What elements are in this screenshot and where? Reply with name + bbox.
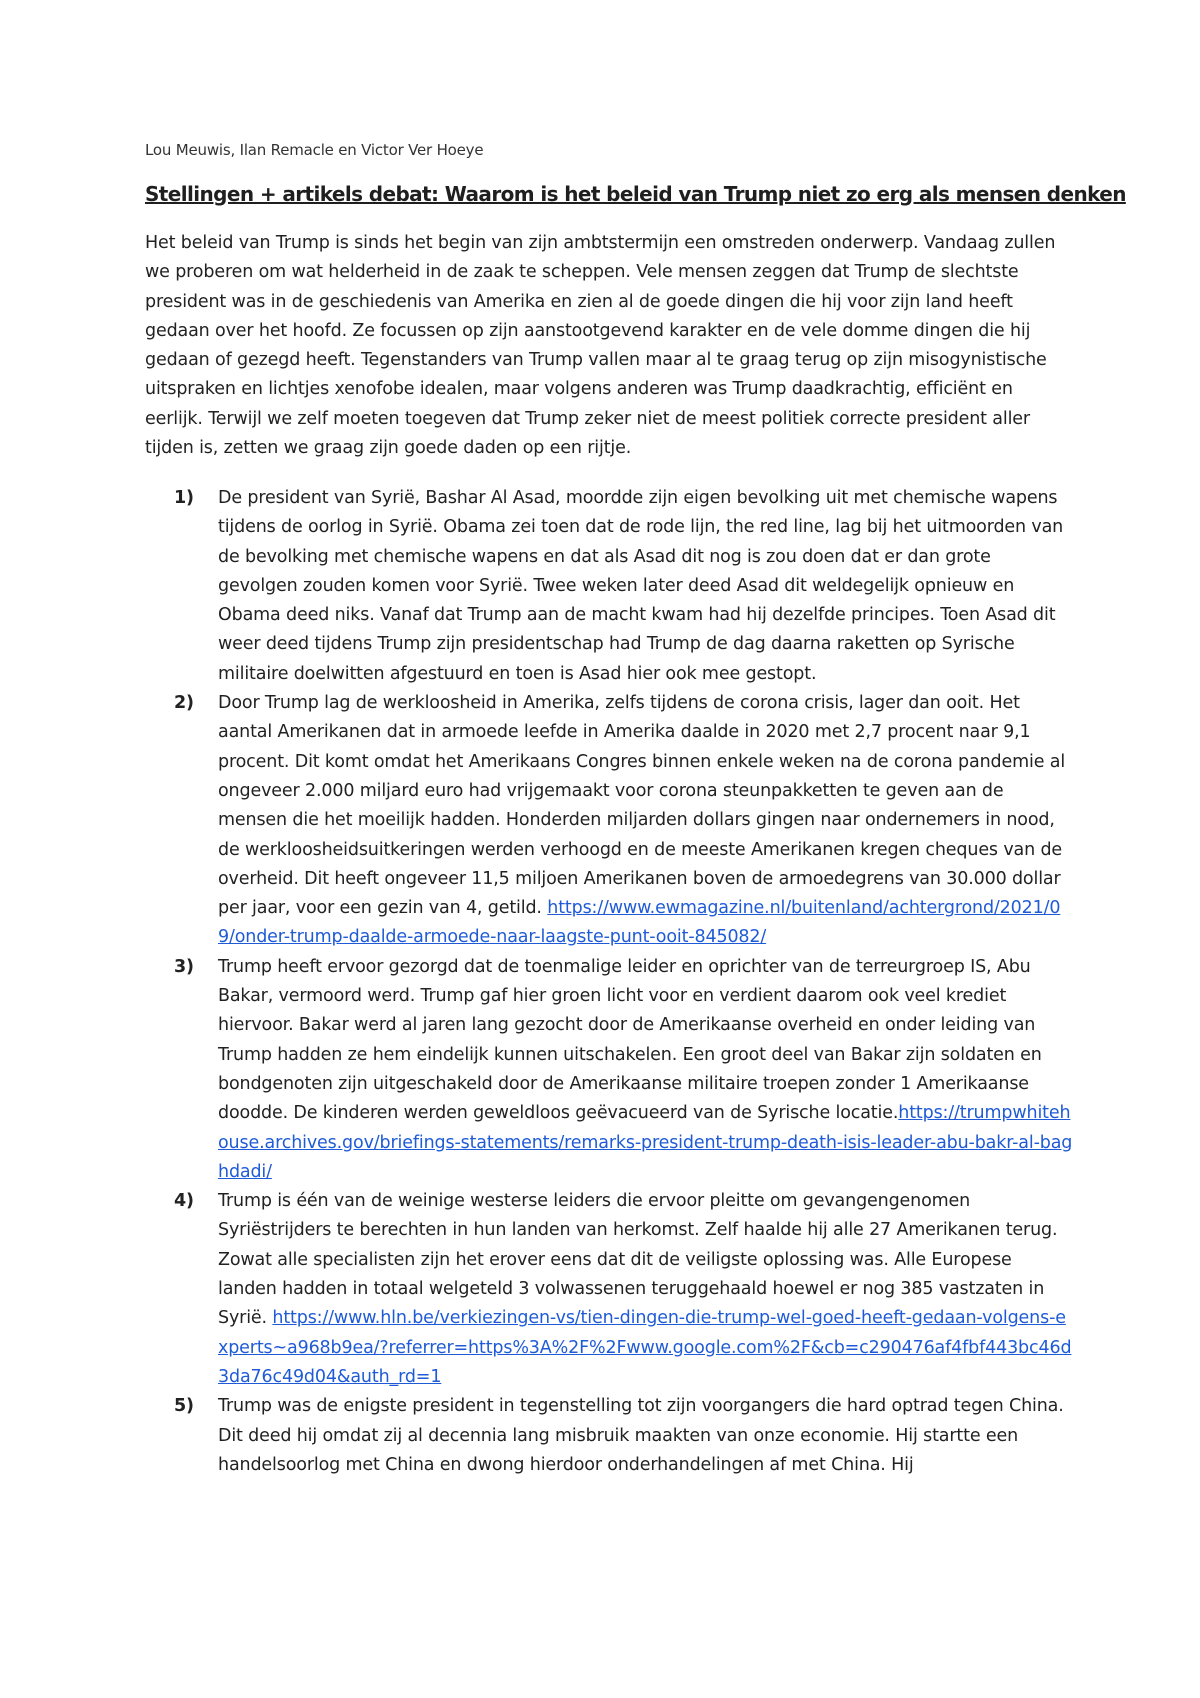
list-number: 2) [174,693,194,714]
list-item-text: Trump was de enigste president in tegenstelling tot zijn voorgangers die hard optrad tegen China. Dit deed hij omdat zij al decennia lang misbruik maakten van onze economie. Hij startte een handelsoorlog met China en dwong hierdoor onderhandelingen af met China. Hij [218,1396,1064,1475]
list-item-text: De president van Syrië, Bashar Al Asad, moordde zijn eigen bevolking uit met chemische wapens tijdens de oorlog in Syrië. Obama zei toen dat de rode lijn, the red line, lag bij het uitmoorden van de bevolking met chemische wapens en dat als Asad dit nog is zou doen dat er dan grote gevolgen zouden komen voor Syrië. Twee weken later deed Asad dit weldegelijk opnieuw en Obama deed niks. Vanaf dat Trump aan de macht kwam had hij dezelfde principes. Toen Asad dit weer deed tijdens Trump zijn presidentschap had Trump de dag daarna raketten op Syrische militaire doelwitten afgestuurd en toen is Asad hier ook mee gestopt. [218,488,1064,684]
document-title: Stellingen + artikels debat: Waarom is het beleid van Trump niet zo erg als mensen denken [145,182,1126,206]
list-number: 3) [174,956,194,977]
list-item [145,689,1075,953]
author-line: Lou Meuwis, Ilan Remacle en Victor Ver Hoeye [145,141,484,159]
source-link[interactable]: https://www.ewmagazine.nl/buitenland/achtergrond/2021/09/onder-trump-daalde-armoede-naar-laagste-punt-ooit-845082/ [218,898,1061,948]
list-item-text: Door Trump lag de werkloosheid in Amerika, zelfs tijdens de corona crisis, lager dan ooit. Het aantal Amerikanen dat in armoede leefde in Amerika daalde in 2020 met 2,7 procent naar 9,1 procent. Dit komt omdat het Amerikaans Congres binnen enkele weken na de corona pandemie al ongeveer 2.000 miljard euro had vrijgemaakt voor corona steunpakketten te geven aan de mensen die het moeilijk hadden. Honderden miljarden dollars gingen naar ondernemers in nood, de werkloosheidsuitkeringen werden verhoogd en de meeste Amerikanen kregen cheques van de overheid. Dit heeft ongeveer 11,5 miljoen Amerikanen boven de armoedegrens van 30.000 dollar per jaar, voor een gezin van 4, getild. [218,693,1066,919]
list-number: 4) [174,1191,194,1212]
list-item [145,484,1075,689]
list-item [145,1187,1075,1392]
source-link[interactable]: https://trumpwhitehouse.archives.gov/briefings-statements/remarks-president-trump-death-isis-leader-abu-bakr-al-baghdadi/ [218,1103,1073,1182]
list-item-text: Trump is één van de weinige westerse leiders die ervoor pleitte om gevangengenomen Syriëstrijders te berechten in hun landen van herkomst. Zelf haalde hij alle 27 Amerikanen terug. Zowat alle specialisten zijn het erover eens dat dit de veiligste oplossing was. Alle Europese landen hadden in totaal welgeteld 3 volwassenen teruggehaald hoewel er nog 385 vastzaten in Syrië. [218,1191,1058,1329]
list-number: 5) [174,1396,194,1417]
list-item [145,1392,1075,1480]
argument-list [145,484,1075,1480]
source-link[interactable]: https://www.hln.be/verkiezingen-vs/tien-dingen-die-trump-wel-goed-heeft-gedaan-volgens-experts~a968b9ea/?referrer=https%3A%2F%2Fwww.google.com%2F&cb=c290476af4fbf443bc46d3da76c49d04&auth_rd=1 [218,1308,1072,1387]
intro-paragraph: Het beleid van Trump is sinds het begin van zijn ambtstermijn een omstreden onderwerp. Vandaag zullen we proberen om wat helderheid in de zaak te scheppen. Vele mensen zeggen dat Trump de slechtste president was in de geschiedenis van Amerika en zien al de goede dingen die hij voor zijn land heeft gedaan over het hoofd. Ze focussen op zijn aanstootgevend karakter en de vele domme dingen die hij gedaan of gezegd heeft. Tegenstanders van Trump vallen maar al te graag terug op zijn misogynistische uitspraken en lichtjes xenofobe idealen, maar volgens anderen was Trump daadkrachtig, efficiënt en eerlijk. Terwijl we zelf moeten toegeven dat Trump zeker niet de meest politiek correcte president aller tijden is, zetten we graag zijn goede daden op een rijtje. [145,233,1056,459]
list-number: 1) [174,488,194,508]
list-item-text: Trump heeft ervoor gezorgd dat de toenmalige leider en oprichter van de terreurgroep IS, Abu Bakar, vermoord werd. Trump gaf hier groen licht voor en verdient daarom ook veel krediet hiervoor. Bakar werd al jaren lang gezocht door de Amerikaanse overheid en onder leiding van Trump hadden ze hem eindelijk kunnen uitschakelen. Een groot deel van Bakar zijn soldaten en bondgenoten zijn uitgeschakeld door de Amerikaanse militaire troepen zonder 1 Amerikaanse doodde. De kinderen werden geweldloos geëvacueerd van de Syrische locatie. [218,956,1042,1124]
list-item [145,953,1075,1187]
